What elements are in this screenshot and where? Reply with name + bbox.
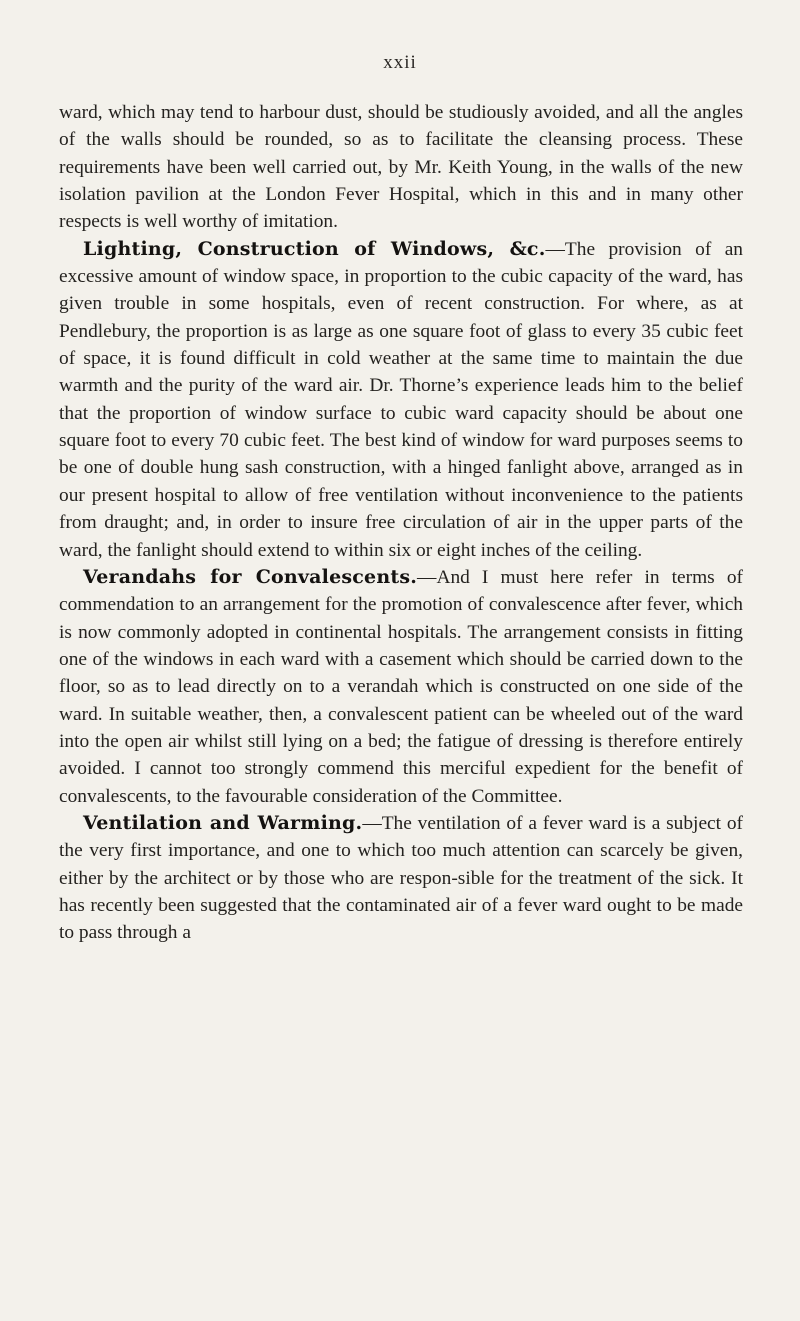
paragraph-lighting	[59, 236, 743, 564]
paragraph-text: —The ventilation of a fever ward is a subject of the very first importance, and one to which too much attention can scarcely be given, either by the architect or by those who are respon-sible for the treatment of the sick. It has recently been suggested that the contaminated air of a fever ward ought to be made to pass through a	[59, 812, 743, 944]
paragraph-text: —The provision of an excessive amount of window space, in proportion to the cubic capacity of the ward, has given trouble in some hospitals, even of recent construction. For where, as at Pendlebury, the proportion is as large as one square foot of glass to every 35 cubic feet of space, it is found difficult in cold weather at the same time to maintain the due warmth and the purity of the ward air. Dr. Thorne’s experience leads him to the belief that the proportion of window surface to cubic ward capacity should be about one square foot to every 70 cubic feet. The best kind of window for ward purposes seems to be one of double hung sash construction, with a hinged fanlight above, arranged as in our present hospital to allow of free ventilation without inconvenience to the patients from draught; and, in order to insure free circulation of air in the upper parts of the ward, the fanlight should extend to within six or eight inches of the ceiling.	[59, 238, 743, 561]
body-text	[59, 99, 743, 947]
paragraph-ventilation	[59, 810, 743, 947]
paragraph-text: —And I must here refer in terms of commendation to an arrangement for the promotion of convalescence after fever, which is now commonly adopted in continental hospitals. The arrangement consists in fitting one of the windows in each ward with a casement which should be carried down to the floor, so as to lead directly on to a verandah which is constructed on one side of the ward. In suitable weather, then, a convalescent patient can be wheeled out of the ward into the open air whilst still lying on a bed; the fatigue of dressing is therefore entirely avoided. I cannot too strongly commend this merciful expedient for the benefit of convalescents, to the favourable consideration of the Committee.	[59, 566, 743, 807]
section-heading-lighting: Lighting, Construction of Windows, &c.	[83, 237, 546, 260]
paragraph-walls	[59, 99, 743, 236]
section-heading-verandahs: Verandahs for Convalescents.	[83, 565, 418, 588]
page-number: xxii	[383, 52, 417, 73]
section-heading-ventilation: Ventilation and Warming.	[83, 811, 363, 834]
paragraph-verandahs	[59, 564, 743, 810]
paragraph-text: ward, which may tend to harbour dust, should be studiously avoided, and all the angles of the walls should be rounded, so as to facilitate the cleansing process. These requirements have been well carried out, by Mr. Keith Young, in the walls of the new isolation pavilion at the London Fever Hospital, which in this and in many other respects is well worthy of imitation.	[59, 102, 743, 233]
